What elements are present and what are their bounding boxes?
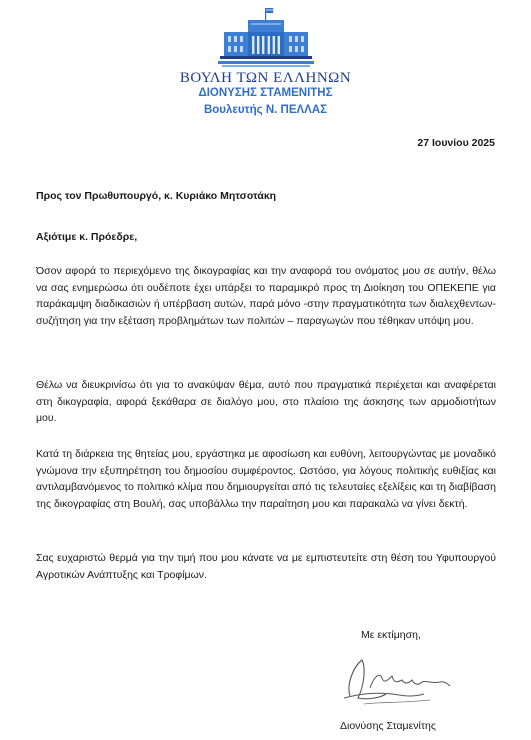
- handwritten-signature-icon: [340, 654, 455, 712]
- signer-name: Διονύσης Σταμενίτης: [340, 720, 436, 732]
- salutation: Αξιότιμε κ. Πρόεδρε,: [36, 231, 138, 243]
- closing: Με εκτίμηση,: [361, 629, 421, 641]
- letter-date: 27 Ιουνίου 2025: [417, 137, 495, 149]
- parliament-name: ΒΟΥΛΗ ΤΩΝ ΕΛΛΗΝΩΝ: [179, 70, 352, 86]
- paragraph-2: Θέλω να διευκρινίσω ότι για το ανακύψαν θέμα, αυτό που πραγματικά περιέχεται και αναφέρεται στη δικογραφία, αφορά ξεκάθαρα σε διαλόγο μου, στο πλαίσιο της άσκησης των αρμοδιοτήτων μου.: [36, 379, 496, 424]
- mp-name: ΔΙΟΝΥΣΗΣ ΣΤΑΜΕΝΙΤΗΣ: [198, 87, 333, 99]
- paragraph-4: Σας ευχαριστώ θερμά για την τιμή που μου κάνατε να με εμπιστευτείτε στη θέση του Υφυπουργού Αγροτικών Ανάπτυξης και Τροφίμων.: [36, 552, 496, 581]
- parliament-building-icon: [218, 6, 314, 68]
- paragraph-3: Κατά τη διάρκεια της θητείας μου, εργάστηκα με αφοσίωση και ευθύνη, λειτουργώντας με μοναδικό γνώμονα την εξυπηρέτηση του δημοσίου συμφέροντος. Ωστόσο, για λόγους πολιτικής ευθιξίας και αντιλαμβανόμενος το πολιτικό κλίμα που δημιουργείται από τις τελευταίες εξελίξεις και τη διαβίβαση της δικογραφίας στη Βουλή, σας υποβάλλω την παραίτηση μου και παρακαλώ να γίνει δεκτή.: [36, 448, 496, 510]
- paragraph-1: Όσον αφορά το περιεχόμενο της δικογραφίας και την αναφορά του ονόματος μου σε αυτήν, θέλω να σας ενημερώσω ότι ουδέποτε έχει υπάρξει το παραμικρό προς τη Διοίκηση του ΟΠΕΚΕΠΕ για παράκαμψη διαδικασιών ή υπέρβαση αυτών, παρά μόνο -στην πραγματικότητα των διαλεχθεντων- συζήτηση για την εξέταση προβλημάτων των πολιτών – παραγωγών που τέθηκαν υπόψη μου.: [36, 265, 496, 327]
- mp-title: Βουλευτής Ν. ΠΕΛΛΑΣ: [203, 104, 328, 116]
- letterhead: [0, 6, 531, 117]
- addressee: Προς τον Πρωθυπουργό, κ. Κυριάκο Μητσοτάκη: [36, 190, 277, 202]
